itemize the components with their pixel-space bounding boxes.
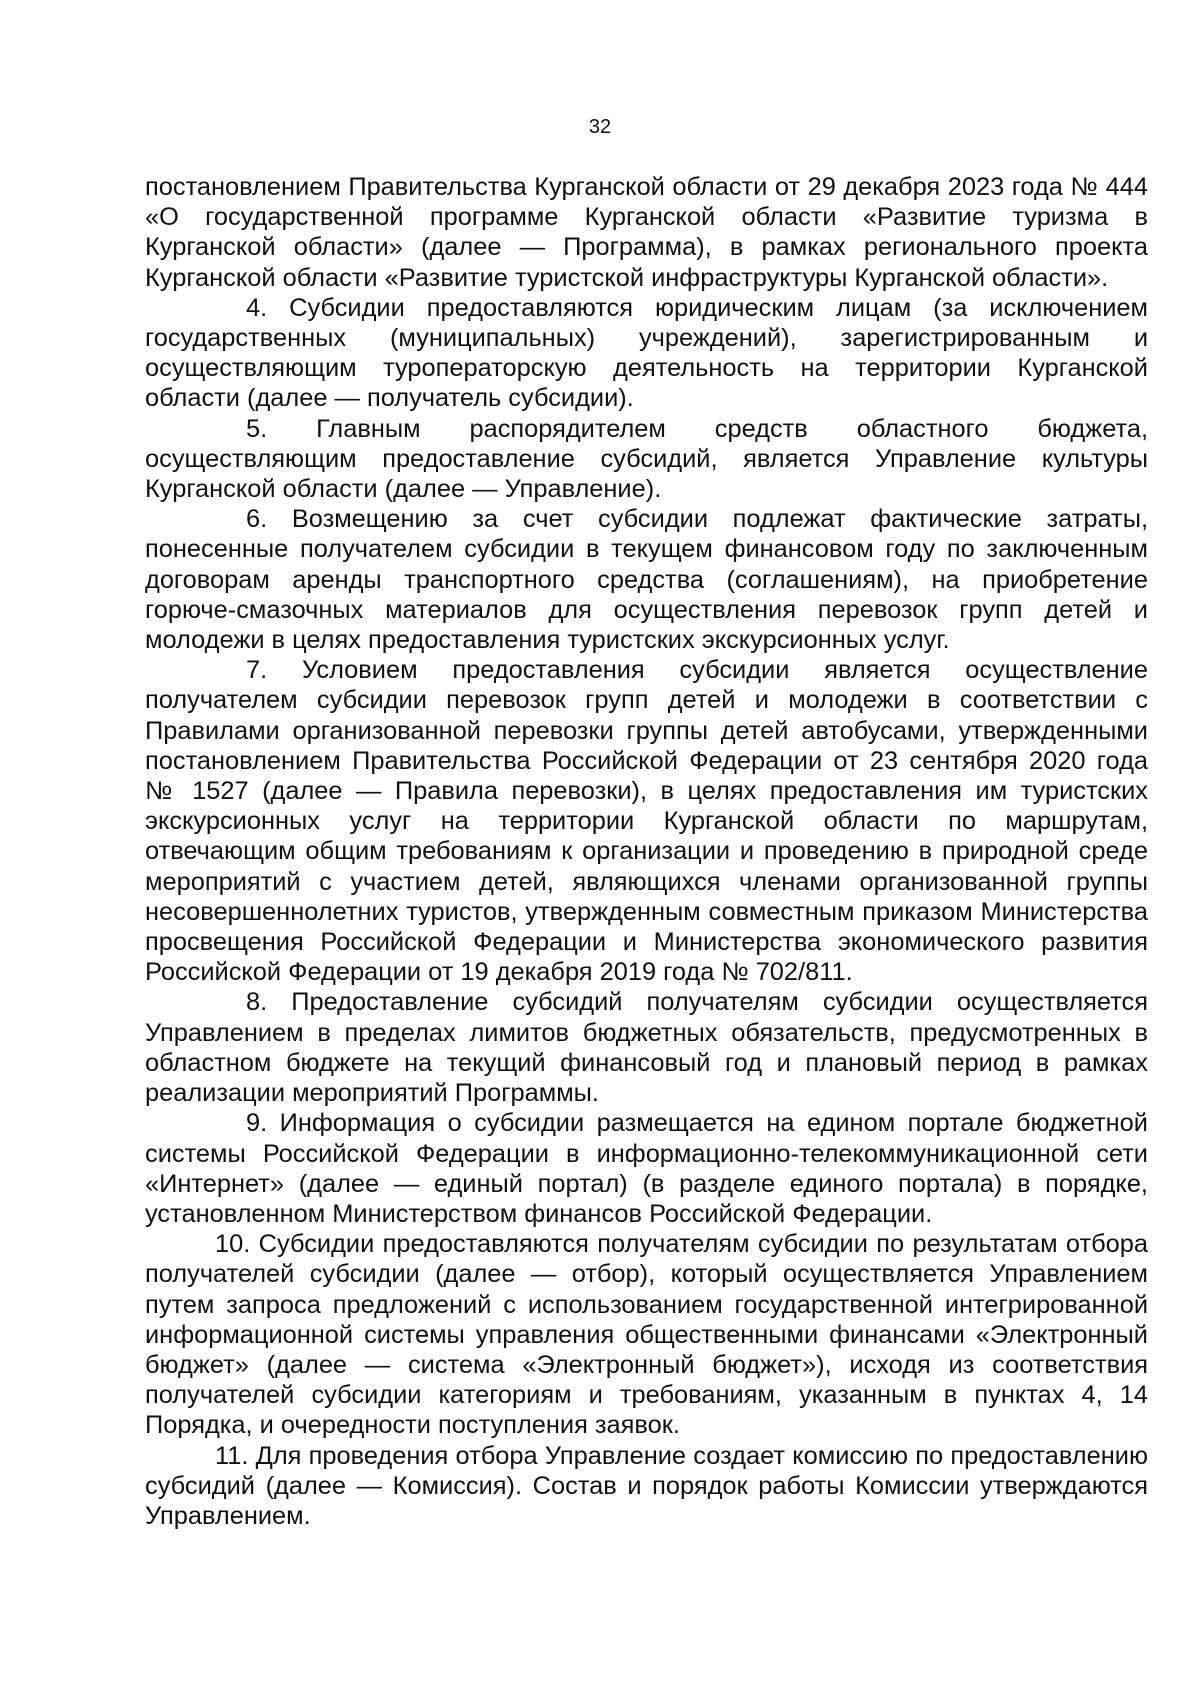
paragraph-item-7: 7. Условием предоставления субсидии является осуществление получателем субсидии перевозок групп детей и молодежи в соответствии с Правилами организованной перевозки группы детей автобусами, утвержденными постановлением Правительства Российской Федерации от 23 сентября 2020 года № 1527 (далее — Правила перевозки), в целях предоставления им туристских экскурсионных услуг на территории Курганской области по маршрутам, отвечающим общим требованиям к организации и проведению в природной среде мероприятий с участием детей, являющихся членами организованной группы несовершеннолетних туристов, утвержденным совместным приказом Министерства просвещения Российской Федерации и Министерства экономического развития Российской Федерации от 19 декабря 2019 года № 702/811. [145, 656, 1148, 987]
paragraph-item-4: 4. Субсидии предоставляются юридическим лицам (за исключением государственных (муниципальных) учреждений), зарегистрированным и осуществляющим туроператорскую деятельность на территории Курганской области (далее — получатель субсидии). [145, 293, 1148, 413]
paragraph-item-6: 6. Возмещению за счет субсидии подлежат фактические затраты, понесенные получателем субсидии в текущем финансовом году по заключенным договорам аренды транспортного средства (соглашениям), на приобретение горюче-смазочных материалов для осуществления перевозок групп детей и молодежи в целях предоставления туристских экскурсионных услуг. [145, 505, 1148, 655]
paragraph-continuation: постановлением Правительства Курганской области от 29 декабря 2023 года № 444 «О государственной программе Курганской области «Развитие туризма в Курганской области» (далее — Программа), в рамках регионального проекта Курганской области «Развитие туристской инфраструктуры Курганской области». [145, 173, 1148, 292]
paragraph-item-5: 5. Главным распорядителем средств областного бюджета, осуществляющим предоставление субсидий, является Управление культуры Курганской области (далее — Управление). [145, 414, 1148, 504]
paragraph-item-11: 11. Для проведения отбора Управление создает комиссию по предоставлению субсидий (далее — Комиссия). Состав и порядок работы Комиссии утверждаются Управлением. [145, 1441, 1148, 1530]
paragraph-item-8: 8. Предоставление субсидий получателям субсидии осуществляется Управлением в пределах лимитов бюджетных обязательств, предусмотренных в областном бюджете на текущий финансовый год и плановый период в рамках реализации мероприятий Программы. [145, 988, 1148, 1108]
page-number: 32 [588, 116, 612, 138]
paragraph-item-9: 9. Информация о субсидии размещается на едином портале бюджетной системы Российской Федерации в информационно-телекоммуникационной сети «Интернет» (далее — единый портал) (в разделе единого портала) в порядке, установленном Министерством финансов Российской Федерации. [145, 1109, 1148, 1228]
paragraph-item-10: 10. Субсидии предоставляются получателям субсидии по результатам отбора получателей субсидии (далее — отбор), который осуществляется Управлением путем запроса предложений с использованием государственной интегрированной информационной системы управления общественными финансами «Электронный бюджет» (далее — система «Электронный бюджет»), исходя из соответствия получателей субсидии категориям и требованиям, указанным в пунктах 4, 14 Порядка, и очередности поступления заявок. [145, 1230, 1148, 1440]
document-body [145, 172, 1148, 1531]
